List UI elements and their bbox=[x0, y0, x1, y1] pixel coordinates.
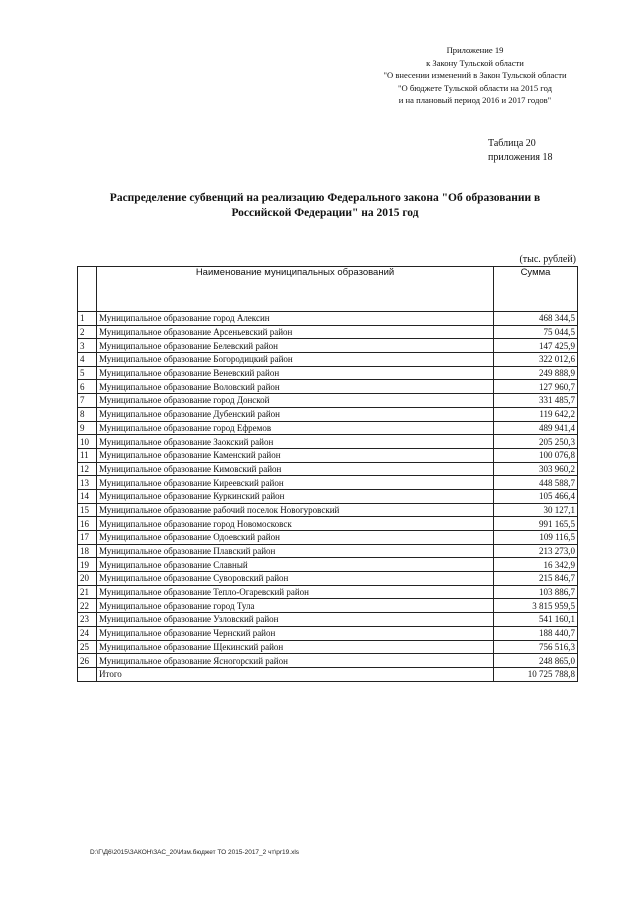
row-sum: 448 588,7 bbox=[494, 476, 578, 490]
table-row bbox=[78, 339, 578, 353]
row-number: 11 bbox=[78, 448, 97, 462]
table-ref-line: Таблица 20 bbox=[488, 138, 536, 149]
row-name: Муниципальное образование Заокский район bbox=[97, 435, 494, 449]
row-name: Муниципальное образование город Тула bbox=[97, 599, 494, 613]
subsidy-table bbox=[77, 266, 578, 682]
total-number-cell bbox=[78, 667, 97, 681]
row-sum: 205 250,3 bbox=[494, 435, 578, 449]
row-sum: 109 116,5 bbox=[494, 531, 578, 545]
row-name: Муниципальное образование Чернский район bbox=[97, 626, 494, 640]
row-sum: 100 076,8 bbox=[494, 448, 578, 462]
row-name: Муниципальное образование Одоевский район bbox=[97, 531, 494, 545]
row-sum: 147 425,9 bbox=[494, 339, 578, 353]
row-number: 20 bbox=[78, 572, 97, 586]
row-sum: 105 466,4 bbox=[494, 489, 578, 503]
row-number: 7 bbox=[78, 394, 97, 408]
title-line: Российской Федерации" на 2015 год bbox=[231, 207, 419, 219]
row-name: Муниципальное образование рабочий поселок Новогуровский bbox=[97, 503, 494, 517]
table-total-row bbox=[78, 667, 578, 681]
table-row bbox=[78, 654, 578, 668]
row-number: 19 bbox=[78, 558, 97, 572]
row-sum: 119 642,2 bbox=[494, 407, 578, 421]
table-row bbox=[78, 558, 578, 572]
table-reference bbox=[488, 137, 578, 165]
table-row bbox=[78, 626, 578, 640]
title-line: Распределение субвенций на реализацию Федерального закона "Об образовании в bbox=[109, 192, 541, 204]
row-number: 9 bbox=[78, 421, 97, 435]
row-sum: 489 941,4 bbox=[494, 421, 578, 435]
table-row bbox=[78, 544, 578, 558]
table-row bbox=[78, 572, 578, 586]
row-name: Муниципальное образование город Донской bbox=[97, 394, 494, 408]
row-name: Муниципальное образование город Ефремов bbox=[97, 421, 494, 435]
table-row bbox=[78, 599, 578, 613]
header-line: к Закону Тульской области bbox=[426, 57, 524, 68]
row-number: 1 bbox=[78, 312, 97, 326]
row-number: 25 bbox=[78, 640, 97, 654]
row-name: Муниципальное образование Арсеньевский район bbox=[97, 325, 494, 339]
row-number: 14 bbox=[78, 489, 97, 503]
table-row bbox=[78, 503, 578, 517]
table-row bbox=[78, 489, 578, 503]
file-path-footer: D:\Г\Д6\2015\ЗАКОН\ЗАС_20\Изм.бюджет ТО 2015-2017_2 чт\pr19.xls bbox=[90, 849, 300, 856]
total-sum: 10 725 788,8 bbox=[494, 667, 578, 681]
table-row bbox=[78, 407, 578, 421]
row-number: 3 bbox=[78, 339, 97, 353]
header-line: Приложение 19 bbox=[446, 45, 504, 55]
table-row bbox=[78, 531, 578, 545]
row-number: 13 bbox=[78, 476, 97, 490]
units-label: (тыс. рублей) bbox=[519, 254, 576, 265]
table-row bbox=[78, 421, 578, 435]
row-number: 16 bbox=[78, 517, 97, 531]
row-number: 5 bbox=[78, 366, 97, 380]
row-sum: 75 044,5 bbox=[494, 325, 578, 339]
table-row bbox=[78, 380, 578, 394]
row-name: Муниципальное образование Славный bbox=[97, 558, 494, 572]
table-row bbox=[78, 517, 578, 531]
row-sum: 322 012,6 bbox=[494, 353, 578, 367]
row-name: Муниципальное образование Киреевский район bbox=[97, 476, 494, 490]
row-sum: 188 440,7 bbox=[494, 626, 578, 640]
row-name: Муниципальное образование Щекинский район bbox=[97, 640, 494, 654]
row-name: Муниципальное образование Ясногорский район bbox=[97, 654, 494, 668]
row-sum: 468 344,5 bbox=[494, 312, 578, 326]
table-row bbox=[78, 394, 578, 408]
table-row bbox=[78, 462, 578, 476]
row-sum: 331 485,7 bbox=[494, 394, 578, 408]
row-name: Муниципальное образование Тепло-Огаревский район bbox=[97, 585, 494, 599]
header-line: "О бюджете Тульской области на 2015 год bbox=[398, 82, 552, 93]
table-row bbox=[78, 476, 578, 490]
row-sum: 103 886,7 bbox=[494, 585, 578, 599]
row-sum: 303 960,2 bbox=[494, 462, 578, 476]
row-name: Муниципальное образование Воловский район bbox=[97, 380, 494, 394]
row-name: Муниципальное образование город Алексин bbox=[97, 312, 494, 326]
row-number: 4 bbox=[78, 353, 97, 367]
column-header-name: Наименование муниципальных образований bbox=[97, 267, 494, 312]
table-header-row bbox=[78, 267, 578, 312]
row-name: Муниципальное образование Плавский район bbox=[97, 544, 494, 558]
row-sum: 248 865,0 bbox=[494, 654, 578, 668]
row-sum: 16 342,9 bbox=[494, 558, 578, 572]
row-sum: 991 165,5 bbox=[494, 517, 578, 531]
row-number: 22 bbox=[78, 599, 97, 613]
row-number: 26 bbox=[78, 654, 97, 668]
document-title bbox=[70, 191, 580, 221]
table-row bbox=[78, 640, 578, 654]
row-sum: 213 273,0 bbox=[494, 544, 578, 558]
row-sum: 30 127,1 bbox=[494, 503, 578, 517]
row-number: 18 bbox=[78, 544, 97, 558]
row-name: Муниципальное образование Узловский район bbox=[97, 613, 494, 627]
row-name: Муниципальное образование Дубенский район bbox=[97, 407, 494, 421]
table-row bbox=[78, 353, 578, 367]
table-row bbox=[78, 366, 578, 380]
row-name: Муниципальное образование Суворовский район bbox=[97, 572, 494, 586]
table-row bbox=[78, 448, 578, 462]
row-number: 24 bbox=[78, 626, 97, 640]
row-number: 8 bbox=[78, 407, 97, 421]
row-number: 10 bbox=[78, 435, 97, 449]
row-name: Муниципальное образование Куркинский район bbox=[97, 489, 494, 503]
table-body bbox=[78, 312, 578, 682]
row-name: Муниципальное образование Кимовский район bbox=[97, 462, 494, 476]
appendix-header bbox=[340, 44, 610, 107]
header-line: "О внесении изменений в Закон Тульской области bbox=[383, 70, 567, 80]
header-line: и на плановый период 2016 и 2017 годов" bbox=[398, 95, 552, 105]
table-row bbox=[78, 613, 578, 627]
row-number: 23 bbox=[78, 613, 97, 627]
row-name: Муниципальное образование Каменский район bbox=[97, 448, 494, 462]
total-label: Итого bbox=[97, 667, 494, 681]
row-name: Муниципальное образование Богородицкий район bbox=[97, 353, 494, 367]
row-name: Муниципальное образование город Новомосковск bbox=[97, 517, 494, 531]
row-number: 12 bbox=[78, 462, 97, 476]
row-number: 21 bbox=[78, 585, 97, 599]
row-sum: 3 815 959,5 bbox=[494, 599, 578, 613]
table-row bbox=[78, 325, 578, 339]
table-row bbox=[78, 312, 578, 326]
column-header-sum: Сумма bbox=[494, 267, 578, 312]
table-row bbox=[78, 585, 578, 599]
row-name: Муниципальное образование Белевский район bbox=[97, 339, 494, 353]
row-sum: 541 160,1 bbox=[494, 613, 578, 627]
column-header-number bbox=[78, 267, 97, 312]
table-ref-line: приложения 18 bbox=[488, 152, 553, 163]
row-number: 6 bbox=[78, 380, 97, 394]
row-sum: 249 888,9 bbox=[494, 366, 578, 380]
table-row bbox=[78, 435, 578, 449]
row-number: 17 bbox=[78, 531, 97, 545]
row-sum: 756 516,3 bbox=[494, 640, 578, 654]
row-name: Муниципальное образование Веневский район bbox=[97, 366, 494, 380]
row-sum: 215 846,7 bbox=[494, 572, 578, 586]
row-number: 2 bbox=[78, 325, 97, 339]
row-sum: 127 960,7 bbox=[494, 380, 578, 394]
row-number: 15 bbox=[78, 503, 97, 517]
